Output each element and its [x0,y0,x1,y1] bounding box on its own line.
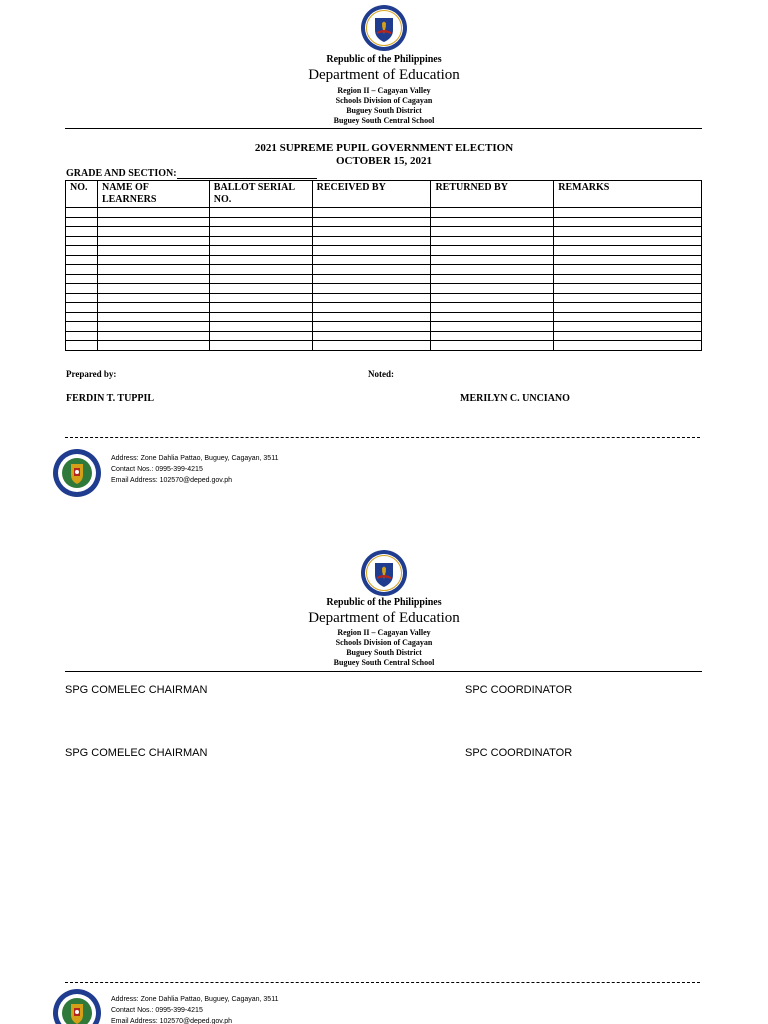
table-cell[interactable] [97,265,209,275]
table-cell[interactable] [66,293,98,303]
header-divider [65,128,702,129]
table-cell[interactable] [431,208,554,218]
table-cell[interactable] [312,274,431,284]
table-cell[interactable] [554,246,702,256]
table-cell[interactable] [66,274,98,284]
ballot-roster-table [65,180,702,351]
footer-address: Address: Zone Dahlia Pattao, Buguey, Cagayan, 3511 [111,455,279,462]
footer-contact: Contact Nos.: 0995-399-4215 [111,1007,203,1014]
comelec-chairman-label-2: SPG COMELEC CHAIRMAN [65,747,208,759]
comelec-chairman-label-1: SPG COMELEC CHAIRMAN [65,684,208,696]
table-cell[interactable] [554,274,702,284]
table-row [66,322,702,332]
table-row [66,265,702,275]
table-cell[interactable] [97,303,209,313]
district-line: Buguey South District [346,648,422,657]
table-cell[interactable] [209,284,312,294]
department-name: Department of Education [308,610,460,626]
table-cell[interactable] [312,217,431,227]
deped-seal-icon [360,4,408,52]
header-divider [65,671,702,672]
table-cell[interactable] [554,284,702,294]
table-row [66,284,702,294]
table-row [66,255,702,265]
region-line: Region II – Cagayan Valley [337,628,431,637]
table-row [66,312,702,322]
table-cell[interactable] [312,303,431,313]
table-cell[interactable] [554,303,702,313]
table-cell[interactable] [554,265,702,275]
table-cell[interactable] [97,274,209,284]
table-cell[interactable] [209,312,312,322]
table-cell[interactable] [66,322,98,332]
republic-line: Republic of the Philippines [326,54,442,65]
spc-coordinator-label-1: SPC COORDINATOR [465,684,573,696]
school-logo-icon [52,448,102,498]
table-row [66,331,702,341]
footer-contact: Contact Nos.: 0995-399-4215 [111,466,203,473]
table-cell[interactable] [209,255,312,265]
table-cell[interactable] [97,293,209,303]
table-cell[interactable] [431,236,554,246]
table-cell[interactable] [97,255,209,265]
table-header-row [66,181,702,208]
table-cell[interactable] [209,274,312,284]
table-cell[interactable] [431,331,554,341]
table-cell[interactable] [97,331,209,341]
table-cell[interactable] [66,236,98,246]
table-cell[interactable] [66,284,98,294]
table-cell[interactable] [554,255,702,265]
table-cell[interactable] [312,341,431,351]
table-cell[interactable] [431,312,554,322]
table-cell[interactable] [97,227,209,237]
table-cell[interactable] [431,265,554,275]
column-header-returned-by: RETURNED BY [431,181,554,208]
column-header-received-by: RECEIVED BY [312,181,431,208]
table-cell[interactable] [312,331,431,341]
table-row [66,293,702,303]
prepared-by-label: Prepared by: [66,369,117,379]
form-title: 2021 SUPREME PUPIL GOVERNMENT ELECTION [254,142,514,154]
table-cell[interactable] [312,284,431,294]
school-line: Buguey South Central School [333,116,435,125]
table-cell[interactable] [554,236,702,246]
table-cell[interactable] [312,208,431,218]
table-cell[interactable] [431,255,554,265]
table-cell[interactable] [554,331,702,341]
table-cell[interactable] [66,265,98,275]
footer-email: Email Address: 102570@deped.gov.ph [111,1018,233,1024]
table-cell[interactable] [97,217,209,227]
footer-divider [65,437,700,438]
table-cell[interactable] [97,312,209,322]
noted-label: Noted: [368,369,394,379]
table-cell[interactable] [66,341,98,351]
table-cell[interactable] [431,217,554,227]
table-cell[interactable] [66,331,98,341]
page-two [0,540,768,1024]
table-cell[interactable] [431,303,554,313]
spc-coordinator-label-2: SPC COORDINATOR [465,747,573,759]
table-cell[interactable] [431,284,554,294]
table-cell[interactable] [431,341,554,351]
table-cell[interactable] [312,322,431,332]
table-cell[interactable] [431,322,554,332]
column-header-ballot-serial: BALLOT SERIAL NO. [209,181,312,208]
table-row [66,341,702,351]
table-cell[interactable] [312,293,431,303]
table-cell[interactable] [209,246,312,256]
table-row [66,236,702,246]
footer-divider [65,982,700,983]
table-cell[interactable] [209,265,312,275]
grade-section-blank[interactable] [177,169,317,179]
table-cell[interactable] [209,341,312,351]
table-cell[interactable] [209,303,312,313]
table-row [66,246,702,256]
table-cell[interactable] [431,293,554,303]
table-cell[interactable] [209,208,312,218]
table-cell[interactable] [97,322,209,332]
division-line: Schools Division of Cagayan [335,638,433,647]
table-cell[interactable] [312,246,431,256]
table-cell[interactable] [554,293,702,303]
deped-seal-icon [360,549,408,597]
table-cell[interactable] [209,227,312,237]
grade-section-field[interactable] [66,168,317,179]
column-header-no: NO. [66,181,98,208]
table-cell[interactable] [66,303,98,313]
table-cell[interactable] [66,312,98,322]
table-cell[interactable] [312,265,431,275]
table-row [66,274,702,284]
table-cell[interactable] [431,246,554,256]
table-cell[interactable] [97,208,209,218]
prepared-by-name: FERDIN T. TUPPIL [66,393,155,404]
footer-email: Email Address: 102570@deped.gov.ph [111,477,233,484]
table-cell[interactable] [554,312,702,322]
table-row [66,208,702,218]
form-date: OCTOBER 15, 2021 [335,155,433,167]
table-cell[interactable] [66,208,98,218]
table-cell[interactable] [554,322,702,332]
table-cell[interactable] [431,274,554,284]
republic-line: Republic of the Philippines [326,597,442,608]
table-row [66,303,702,313]
table-cell[interactable] [66,227,98,237]
table-cell[interactable] [554,227,702,237]
roster-body [66,208,702,351]
table-cell[interactable] [209,322,312,332]
footer-address: Address: Zone Dahlia Pattao, Buguey, Cagayan, 3511 [111,996,279,1003]
table-cell[interactable] [209,331,312,341]
table-cell[interactable] [97,341,209,351]
table-cell[interactable] [97,284,209,294]
table-cell[interactable] [209,236,312,246]
department-name: Department of Education [308,67,460,83]
table-cell[interactable] [312,312,431,322]
school-logo-icon [52,988,102,1024]
column-header-remarks: REMARKS [554,181,702,208]
column-header-name: NAME OF LEARNERS [97,181,209,208]
table-cell[interactable] [312,227,431,237]
school-line: Buguey South Central School [333,658,435,667]
table-cell[interactable] [312,255,431,265]
table-cell[interactable] [431,227,554,237]
table-cell[interactable] [66,255,98,265]
grade-section-label: GRADE AND SECTION: [66,168,177,179]
table-cell[interactable] [554,208,702,218]
table-cell[interactable] [554,217,702,227]
region-line: Region II – Cagayan Valley [337,86,431,95]
noted-by-name: MERILYN C. UNCIANO [460,393,570,404]
table-cell[interactable] [66,246,98,256]
table-cell[interactable] [66,217,98,227]
table-cell[interactable] [209,293,312,303]
table-cell[interactable] [554,341,702,351]
table-cell[interactable] [97,236,209,246]
table-cell[interactable] [97,246,209,256]
table-row [66,217,702,227]
table-row [66,227,702,237]
table-cell[interactable] [312,236,431,246]
district-line: Buguey South District [346,106,422,115]
table-cell[interactable] [209,217,312,227]
division-line: Schools Division of Cagayan [335,96,433,105]
